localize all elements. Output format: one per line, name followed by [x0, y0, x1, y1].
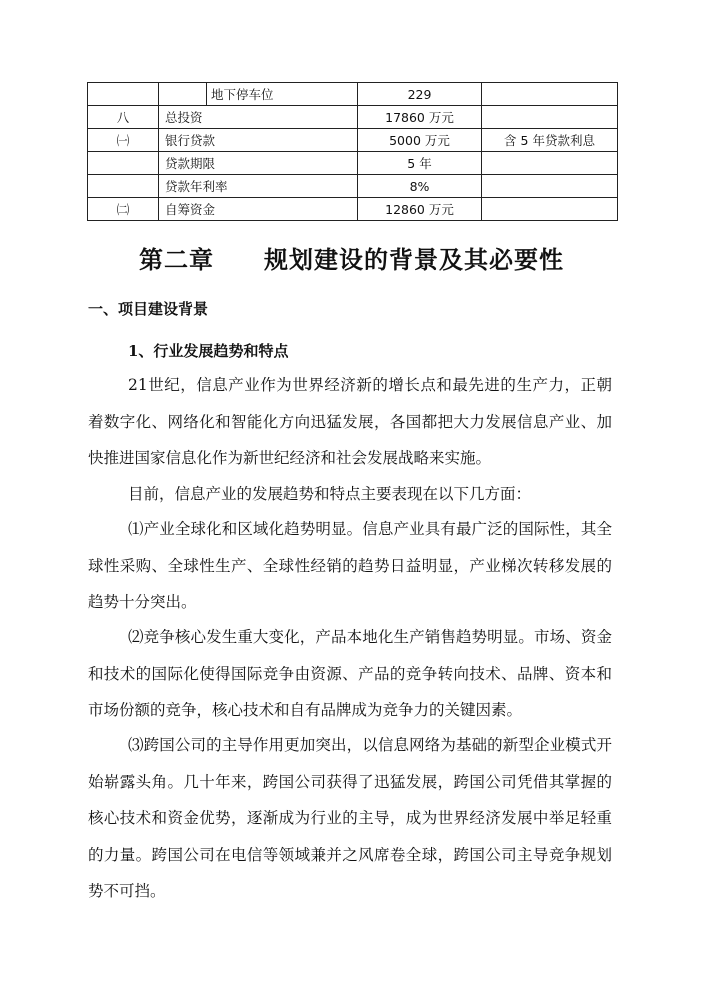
table-cell-value: 5000 万元 [358, 129, 482, 152]
body-paragraph: ⑶跨国公司的主导作用更加突出，以信息网络为基础的新型企业模式开始崭露头角。几十年来，跨国公司获得了迅猛发展，跨国公司凭借其掌握的核心技术和资金优势，逐渐成为行业的主导，成为世界经济发展中举足轻重的力量。跨国公司在电信等领域兼并之风席卷全球，跨国公司主导竞争规划势不可挡。 [88, 736, 612, 900]
table-cell-subindex [159, 83, 207, 106]
investment-table [87, 82, 618, 221]
table-cell-value: 12860 万元 [358, 198, 482, 221]
table-cell-item: 贷款期限 [159, 152, 358, 175]
table-cell-index [88, 152, 159, 175]
table-row [88, 152, 618, 175]
table-cell-note: 含 5 年贷款利息 [482, 129, 618, 152]
table-cell-note [482, 152, 618, 175]
table-cell-index: 八 [88, 106, 159, 129]
table-cell-note [482, 83, 618, 106]
table-cell-value: 17860 万元 [358, 106, 482, 129]
chapter-title: 第二章 规划建设的背景及其必要性 [139, 245, 564, 274]
body-paragraph: ⑴产业全球化和区域化趋势明显。信息产业具有最广泛的国际性，其全球性采购、全球性生产、全球性经销的趋势日益明显，产业梯次转移发展的趋势十分突出。 [88, 520, 612, 611]
table-cell-index: ㈠ [88, 129, 159, 152]
table-cell-item: 地下停车位 [207, 83, 358, 106]
body-paragraph: 目前，信息产业的发展趋势和特点主要表现在以下几方面： [128, 485, 532, 503]
table-cell-note [482, 175, 618, 198]
body-paragraph: 21世纪，信息产业作为世界经济新的增长点和最先进的生产力，正朝着数字化、网络化和智能化方向迅猛发展，各国都把大力发展信息产业、加快推进国家信息化作为新世纪经济和社会发展战略来实施。 [88, 376, 612, 467]
table-row [88, 175, 618, 198]
body-paragraph: ⑵竞争核心发生重大变化，产品本地化生产销售趋势明显。市场、资金和技术的国际化使得国际竞争由资源、产品的竞争转向技术、品牌、资本和市场份额的竞争，核心技术和自有品牌成为竞争力的关键因素。 [88, 628, 612, 719]
table-cell-value: 8% [358, 175, 482, 198]
table-row [88, 129, 618, 152]
table-cell-value: 229 [358, 83, 482, 106]
table-cell-item: 总投资 [159, 106, 358, 129]
table-row [88, 83, 618, 106]
table-cell-note [482, 198, 618, 221]
subsection-heading: 1、行业发展趋势和特点 [128, 342, 289, 360]
table-cell-item: 贷款年利率 [159, 175, 358, 198]
table-cell-note [482, 106, 618, 129]
table-row [88, 198, 618, 221]
table-cell-item: 自筹资金 [159, 198, 358, 221]
table-cell-item: 银行贷款 [159, 129, 358, 152]
table-cell-index [88, 175, 159, 198]
table-cell-index [88, 83, 159, 106]
section-heading: 一、项目建设背景 [88, 300, 209, 318]
table-row [88, 106, 618, 129]
table-cell-index: ㈡ [88, 198, 159, 221]
table-cell-value: 5 年 [358, 152, 482, 175]
